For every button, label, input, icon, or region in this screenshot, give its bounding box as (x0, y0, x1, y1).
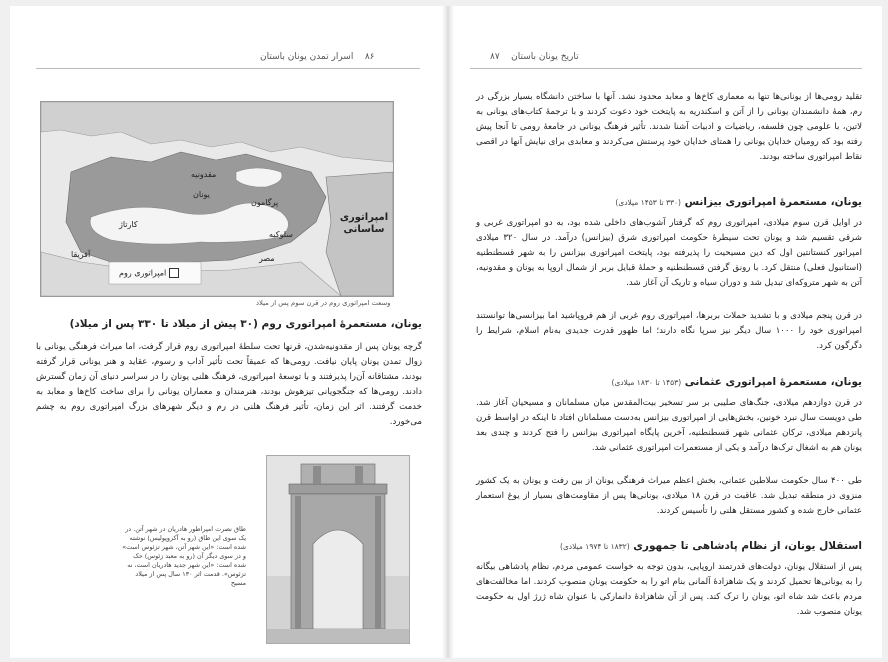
hadrian-arch-photo (266, 455, 410, 644)
roman-section-paragraph: گرچه یونان پس از مقدونیه‌شدن، قرنها تحت سلطۀ امپراتوری روم قرار گرفت، اما میراث فرهنگی یونانی با زوال تمدن یونان پایان نیافت. رومی‌ها که عمیقاً تحت تأثیر آداب و رسوم، عقاید و هنر یونانی قرار گرفته بودند، مشتاقانه آن‌را پذیرفتند و با توسعۀ امپراتوری، فرهنگ هلنی یونان را در سراسر دنیای آن زمان گسترش دادند. رومی‌ها که جنگجویانی تیز‌هوش بودند، هنرمندان و معماران یونانی را برای ساخت کاخ‌ها و معابد به خدمت گرفتند. اثر این زمان، تأثیر فرهنگ هلنی در رم و دیگر شهرهای بزرگ امپراتوری روم به چشم می‌خورد. (36, 342, 422, 427)
map-label-sasanian: امپراتوری ساسانی (339, 212, 389, 235)
map-caption: وسعت امپراتوری روم در قرن سوم پس از میلاد (256, 299, 391, 307)
book-gutter (442, 6, 454, 658)
right-page-number: ۸۷ (490, 52, 500, 62)
ottoman-paragraph-2: طی ۴۰۰ سال حکومت سلاطین عثمانی، بخش اعظم میراث فرهنگی یونان از بین رفت و یونان به یک کشور منزوی در منطقه تبدیل شد. عاقبت در قرن ۱۸ میلادی، یونانی‌ها پس از مقاومت‌های بسیار از یوغ استعمار عثمانی خارج شده و کشور مستقل هلنی را تأسیس کردند. (476, 476, 862, 516)
roman-empire-map (40, 101, 394, 297)
map-label-egypt: مصر (259, 254, 275, 263)
legend-label: امپراتوری روم (119, 268, 167, 278)
intro-paragraph: تقلید رومی‌ها از یونانی‌ها تنها به معماری کاخ‌ها و معابد محدود نشد. آنها با ساختن دانشگاه بسیار بزرگی در رم، همۀ دانشمندان یونانی را از آتن و اسکندریه به پایتخت خود دعوت کردند و با ترجمۀ کتاب‌های یونانی به لاتین، با علومی چون فلسفه، ریاضیات و ادبیات آشنا شدند. تأثیر فرهنگ یونانی در جامعۀ رومی تا آنجا پیش رفته بود که رومیان خدایان یونانی را همتای خدایان خود پرستش می‌کردند و معابدی برای نیایش آنها در اقصی نقاط امپراتوری ساخته بودند. (476, 92, 862, 162)
right-running-header (490, 52, 579, 62)
ottoman-heading-title: یونان، مستعمرۀ امپراتوری عثمانی (684, 376, 862, 388)
byzantine-heading-title: یونان، مستعمرۀ امپراتوری بیزانس (684, 196, 862, 208)
ottoman-heading (476, 376, 862, 388)
byzantine-heading-dates: (۳۳۰ تا ۱۴۵۳ میلادی) (615, 198, 681, 207)
roman-section-heading: یونان، مستعمرۀ امپراتوری روم (۳۰ پیش از میلاد تا ۳۳۰ پس از میلاد) (69, 318, 422, 330)
legend-swatch (169, 268, 179, 278)
map-drawing (41, 102, 393, 296)
map-label-macedonia: مقدونیه (191, 170, 217, 179)
map-label-pergamon: پرگامون (251, 198, 279, 207)
map-label-seleucia: سلوکیه (269, 230, 293, 239)
left-page (10, 6, 442, 658)
left-running-header (260, 52, 374, 62)
independence-heading-title: استقلال یونان، از نظام پادشاهی تا جمهوری (633, 540, 862, 552)
ottoman-heading-dates: (۱۴۵۳ تا ۱۸۳۰ میلادی) (611, 378, 682, 387)
byzantine-paragraph-2: در قرن پنجم میلادی و با تشدید حملات بربرها، امپراتوری روم غربی از هم فروپاشید اما بیزانسی‌ها توانستند امپراتوری خود را ۱۰۰۰ سال دیگر نیز سرپا نگاه دارند؛ اما ظهور قدرت جدیدی به‌نام اسلام، شرایط را دگرگون کرد. (476, 311, 863, 351)
right-running-title: تاریخ یونان باستان (511, 52, 579, 62)
left-header-rule (36, 68, 420, 69)
right-header-rule (470, 68, 862, 69)
byzantine-paragraph-1: در اوایل قرن سوم میلادی، امپراتوری روم که گرفتار آشوب‌های داخلی شده بود، به دو امپراتوری غربی و شرقی تقسیم شد و یونان تحت سیطرۀ حکومت امپراتوری شرق (بیزانس) درآمد. در سال ۳۲۰ میلادی امپراتور کنستانتین اول که دین مسیحیت را پذیرفته بود، پایتخت امپراتوری بیزانس را به شهر قسطنطنیه (استانبول فعلی) منتقل کرد. با رونق گرفتن قسطنطنیه و حملۀ قبایل بربر از شمال اروپا به یونان و مقدونیه، آتن به شهر متروکه‌ای تبدیل شد و دوران سیاه و تاریک آن آغاز شد. (476, 218, 862, 288)
map-legend (119, 268, 179, 278)
independence-paragraph-1: پس از استقلال یونان، دولت‌های قدرتمند اروپایی، بدون توجه به خواست عمومی مردم، نظام پادشاهی بیگانه را به یونانی‌ها تحمیل کردند و یک شاهزادۀ آلمانی بنام اتو را به حکومت یونان منصوب کردند. اما مخالفت‌های مردم باعث شد شاه اتو، یونان را ترک کند. پس از آن شاهزادۀ دانمارکی با عنوان شاه ژرژ اول به حکومت یونان منصوب شد. (476, 562, 862, 617)
independence-heading-dates: (۱۸۳۲ تا ۱۹۷۴ میلادی) (560, 542, 630, 551)
book-spread (10, 6, 882, 658)
byzantine-heading (476, 196, 862, 208)
right-page (454, 6, 882, 658)
arch-drawing (267, 456, 409, 643)
independence-heading (476, 540, 862, 552)
photo-caption: طاق نصرت امپراطور هادریان در شهر آتن. در یک سوی این طاق (رو به آکروپولیس) نوشته شده است: «این شهر آتن، شهر تزئوس است» و در سوی دیگر آن (رو به معبد زئوس) حک شده است: «این شهر جدید هادریان است، نه تزئوس». قدمت اثر ۱۳۰ سال پس از میلاد مسیح (122, 525, 246, 587)
left-running-title: اسرار تمدن یونان باستان (260, 52, 354, 62)
map-label-africa: آفریقا (71, 250, 91, 259)
ottoman-paragraph-1: در قرن دوازدهم میلادی، جنگ‌های صلیبی بر سر تسخیر بیت‌المقدس میان مسلمانان و مسیحیان آغاز شد. طی دویست سال نبرد خونین، بخش‌هایی از امپراتوری بیزانس به‌دست مسلمانان افتاد تا اینکه در اواسط قرن پانزدهم میلادی، ترکان عثمانی شهر قسطنطنیه، آخرین پایگاه امپراتوری بیزانس را فتح کردند و چندی بعد یونان هم به اشغال ترک‌ها درآمد و یکی از مستعمرات امپراتوری عثمانی شد. (476, 398, 862, 453)
map-label-carthage: کارتاژ (119, 220, 138, 229)
map-label-greece: یونان (193, 190, 210, 199)
left-page-number: ۸۶ (364, 52, 375, 62)
